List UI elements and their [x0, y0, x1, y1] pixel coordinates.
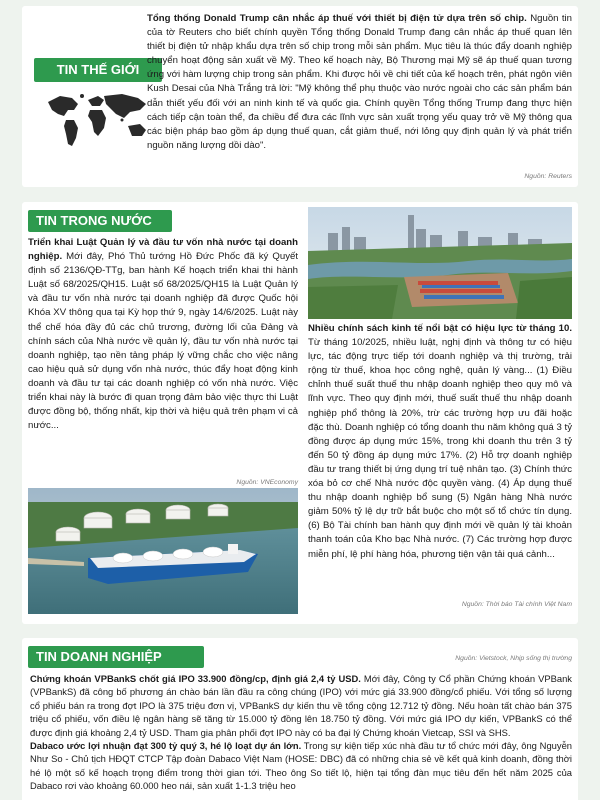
world-map-icon	[42, 88, 158, 158]
business-article-vpbanks	[30, 672, 572, 739]
business-item2-headline: Dabaco ước lợi nhuận đạt 300 tỷ quý 3, hé lộ loạt dự án lớn.	[30, 740, 302, 752]
lng-tanker-terminal-photo	[28, 488, 298, 614]
business-article-dabaco	[30, 739, 572, 793]
domestic-left-headline: Triển khai Luật Quản lý và đầu tư vốn nhà nước tại doanh nghiệp.	[28, 237, 298, 263]
domestic-right-article	[308, 322, 572, 562]
world-news-article	[147, 12, 572, 153]
world-news-card	[22, 6, 578, 187]
domestic-left-article	[28, 236, 298, 433]
domestic-left-source: Nguồn: VNEconomy	[236, 479, 298, 486]
business-news-badge: TIN DOANH NGHIỆP	[28, 646, 204, 668]
city-skyline-port-photo	[308, 207, 572, 319]
domestic-news-card	[22, 202, 578, 624]
world-news-source: Nguồn: Reuters	[524, 173, 572, 180]
world-news-headline: Tổng thống Donald Trump cân nhắc áp thuế với thiết bị điện tử dựa trên số chip.	[147, 13, 527, 24]
business-item2-body: Trong sự kiện tiếp xúc nhà đầu tư tổ chức mới đây, ông Nguyễn Như So - Chủ tịch HĐQT CTCP Tập đoàn Dabaco Việt Nam (HOSE: DBC) đã có những chia sẻ về kết quả kinh doanh, đồng thời hé lộ một số kế hoạch trọng điểm trong thời gian tới. Theo ông So tiết lộ, hiện tại tổng đàn mục tiêu đến hết năm 2025 của Dabaco rơi vào khoảng 60.000 heo nái, sản xuất 1-1.3 triệu heo	[30, 740, 572, 792]
business-item1-headline: Chứng khoán VPBankS chốt giá IPO 33.900 đồng/cp, định giá 2,4 tỷ USD.	[30, 673, 361, 684]
domestic-right-headline: Nhiều chính sách kinh tế nổi bật có hiệu lực từ tháng 10.	[308, 323, 572, 334]
domestic-right-body: Từ tháng 10/2025, nhiều luật, nghị định và thông tư có hiệu lực, tác động trực tiếp tới doanh nghiệp và thị trường, trải rộng từ thuế, khoa học công nghệ, quản lý vàng... (1) Điều chỉnh thuế suất thuế thu nhập doanh nghiệp theo quy mô và lĩnh vực. Theo quy định mới, thuế suất thuế thu nhập doanh nghiệp phổ thông là 20%, trừ các trường hợp ưu đãi hoặc đặc thù. Doanh nghiệp có tổng doanh thu năm không quá 3 tỷ đồng được áp dụng mức 15%, trong khi doanh thu trên 3 tỷ đến 50 tỷ đồng áp dụng mức 17%. (2) Hỗ trợ doanh nghiệp đầu tư trang thiết bị ứng dụng trí tuệ nhân tạo. (3) Chính thức xóa bỏ cơ chế Nhà nước độc quyền vàng. (4) Áp dụng thuế thu nhập doanh nghiệp bổ sung (5) Ngân hàng Nhà nước giảm 50% tỷ lệ dự trữ bắt buộc cho một số tổ chức tín dụng. (6) Bộ Tài chính ban hành quy định mới về quản lý tài khoản thanh toán của Kho bạc Nhà nước. (7) Các trường hợp được miễn phí, lệ phí hàng hóa, phương tiện vận tải quá cảnh...	[308, 337, 572, 560]
domestic-news-badge: TIN TRONG NƯỚC	[28, 210, 172, 232]
world-news-badge: TIN THẾ GIỚI	[34, 58, 162, 82]
domestic-right-source: Nguồn: Thời báo Tài chính Việt Nam	[461, 601, 572, 608]
world-news-body: Nguồn tin của tờ Reuters cho biết chính quyền Tổng thống Donald Trump đang cân nhắc áp thuế quan lên thiết bị điện tử nhập khẩu dựa trên số chip trong mỗi sản phẩm. Mục tiêu là thúc đẩy doanh nghiệp chuyển hoạt động sản xuất về Mỹ. Theo kế hoạch này, Bộ Thương mại Mỹ sẽ áp thuế quan tương ứng với hàm lượng chip trong sản phẩm. Khi được hỏi về chi tiết của kế hoạch trên, phát ngôn viên Kush Desai của Nhà Trắng trả lời: "Mỹ không thể phụ thuộc vào nước ngoài cho các sản phẩm bán dẫn thiết yếu đối với an ninh kinh tế và quốc gia. Chính quyền Tổng thống Trump đang thực hiện cách tiếp cận toàn thể, đa chiều để đưa các lĩnh vực sản xuất trọng yếu quay trở về Mỹ thông qua các biện pháp bao gồm áp dụng thuế quan, cắt giảm thuế, nới lỏng quy định quản lý và phát triển nguồn năng lượng dồi dào".	[147, 13, 573, 151]
business-news-card	[22, 638, 578, 800]
business-item1-body: Mới đây, Công ty Cổ phần Chứng khoán VPBank (VPBankS) đã công bố phương án chào bán lần đầu ra công chúng (IPO) với mức giá 33.900 đồng/cổ phiếu. Với tổng số lượng cổ phiếu bán ra trong đợt IPO là 375 triệu đơn vị, VPBankS dự kiến thu về tổng cộng 12.712 tỷ đồng. Nếu hoàn tất chào bán 375 triệu cổ phiếu, vốn điều lệ ngân hàng sẽ tăng từ 15.000 tỷ đồng lên 18.750 tỷ đồng. Với mức giá IPO dự kiến, VPBankS có thể được định giá khoảng 2,4 tỷ USD. Tham gia phân phối đợt IPO này có ba đại lý Chứng khoán Vietcap, SSI và SHS.	[30, 673, 572, 738]
business-news-source: Nguồn: Vietstock, Nhịp sống thị trường	[455, 655, 572, 662]
domestic-left-body: Mới đây, Phó Thủ tướng Hồ Đức Phốc đã ký Quyết định số 2136/QĐ-TTg, ban hành Kế hoạch triển khai thi hành Luật số 68/2025/QH15. Luật số 68/2025/QH15 là Luật Quản lý và đầu tư vốn nhà nước tại doanh nghiệp đã được Quốc hội Khóa XV thông qua tại Kỳ họp thứ 9, ngày 14/6/2025. Luật này thể chế hóa đầy đủ các chủ trương, đường lối của Đảng và chính sách của Nhà nước về quản lý, đầu tư vốn nhà nước tại doanh nghiệp, tạo nền tảng pháp lý vững chắc cho việc nâng cao hiệu quả sử dụng vốn nhà nước, thúc đẩy hoạt động kinh doanh và đầu tư tại các doanh nghiệp có vốn nhà nước. Việc triển khai này là bước đi quan trọng đảm bảo việc thực thi Luật được đồng bộ, thống nhất, kịp thời và hiệu quả trên phạm vi cả nước...	[28, 251, 298, 432]
